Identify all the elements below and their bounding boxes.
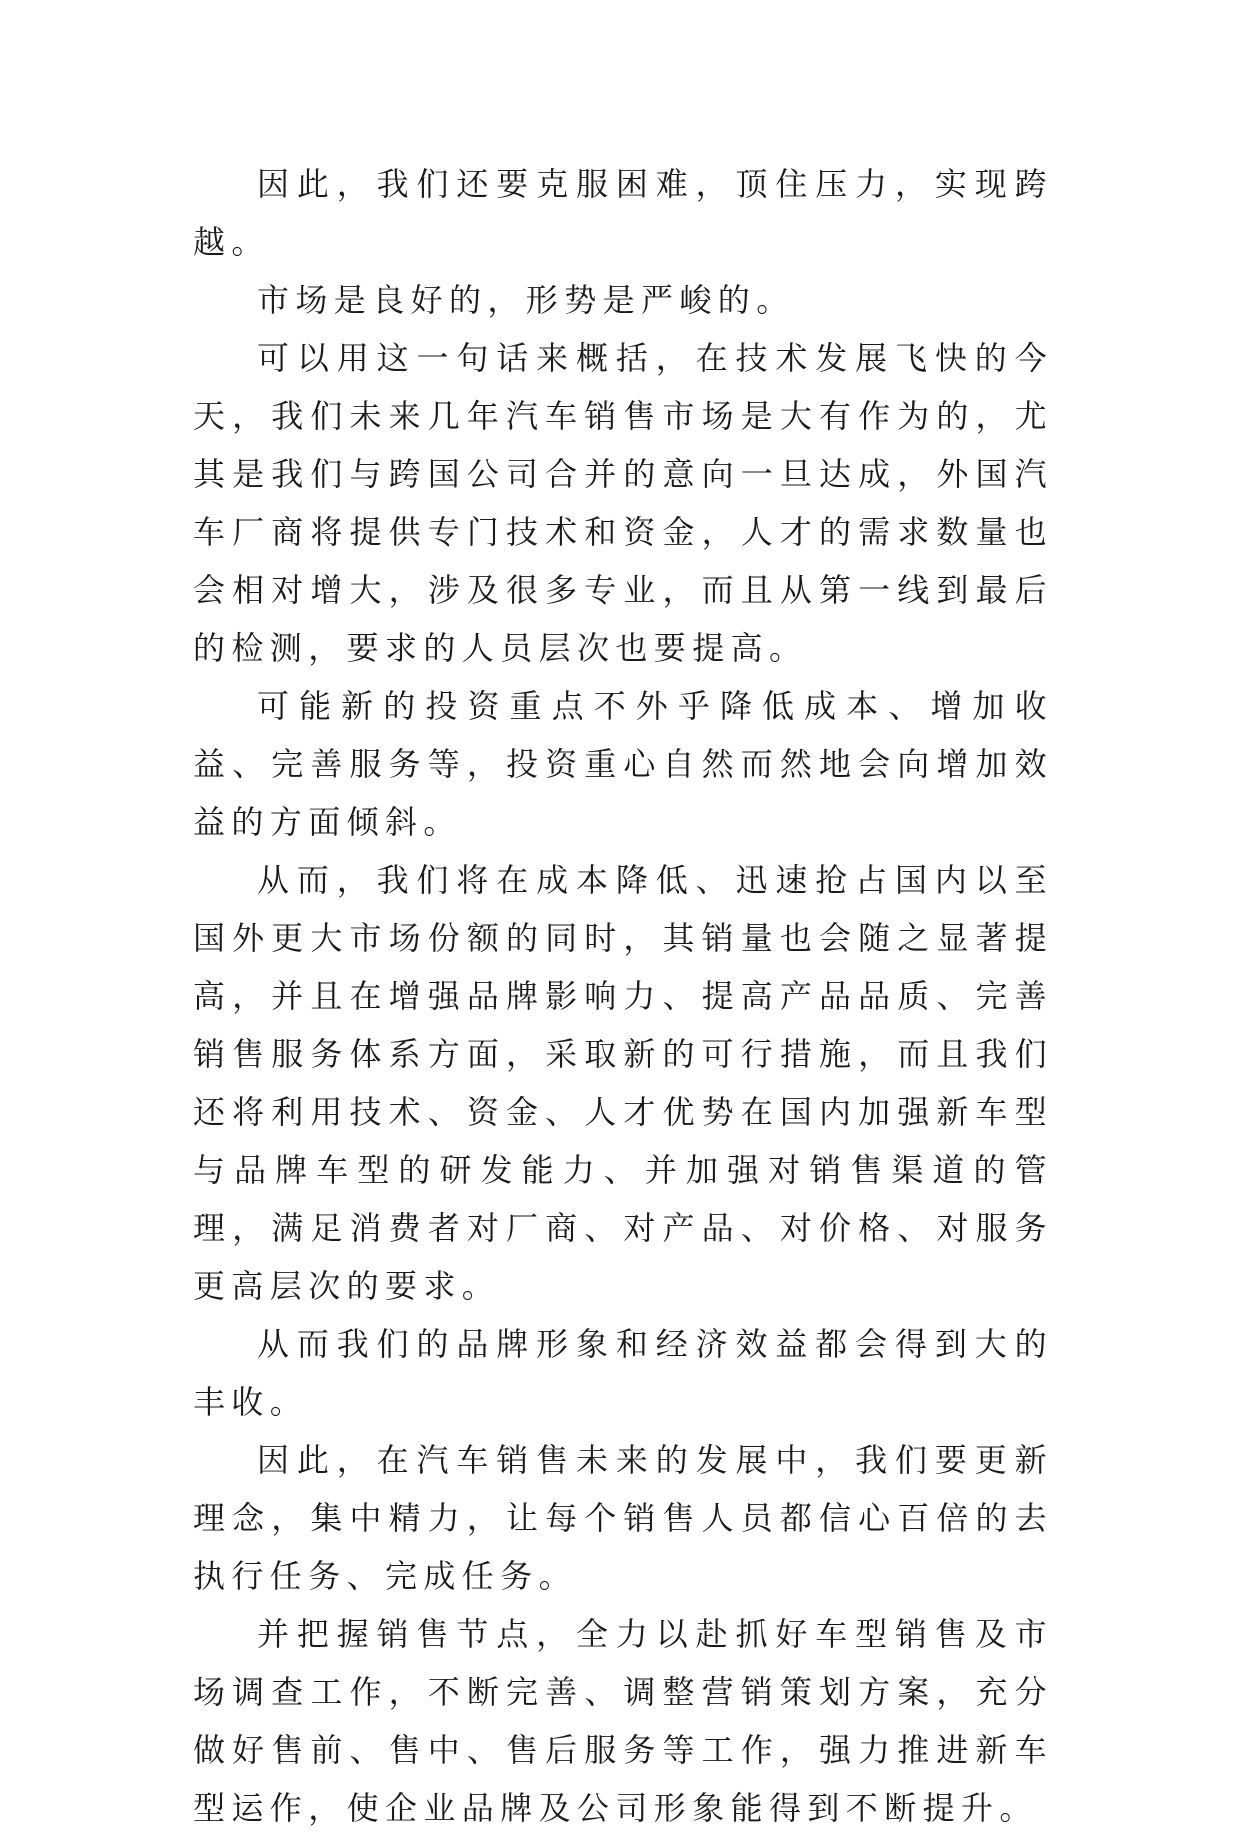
paragraph-1: 因此，我们还要克服困难，顶住压力，实现跨越。 — [193, 165, 1053, 261]
paragraph-7: 因此，在汽车销售未来的发展中，我们要更新理念，集中精力，让每个销售人员都信心百倍的去执行任务、完成任务。 — [193, 1441, 1053, 1595]
paragraph-2: 市场是良好的，形势是严峻的。 — [257, 281, 795, 319]
document-page — [193, 155, 1053, 1837]
paragraph-6: 从而我们的品牌形象和经济效益都会得到大的丰收。 — [193, 1325, 1053, 1421]
paragraph-8: 并把握销售节点，全力以赴抓好车型销售及市场调查工作，不断完善、调整营销策划方案，充分做好售前、售中、售后服务等工作，强力推进新车型运作，使企业品牌及公司形象能得到不断提升。 — [193, 1615, 1053, 1827]
paragraph-3: 可以用这一句话来概括，在技术发展飞快的今天，我们未来几年汽车销售市场是大有作为的，尤其是我们与跨国公司合并的意向一旦达成，外国汽车厂商将提供专门技术和资金，人才的需求数量也会相对增大，涉及很多专业，而且从第一线到最后的检测，要求的人员层次也要提高。 — [193, 339, 1053, 667]
paragraph-4: 可能新的投资重点不外乎降低成本、增加收益、完善服务等，投资重心自然而然地会向增加效益的方面倾斜。 — [193, 687, 1053, 841]
paragraph-5: 从而，我们将在成本降低、迅速抢占国内以至国外更大市场份额的同时，其销量也会随之显著提高，并且在增强品牌影响力、提高产品品质、完善销售服务体系方面，采取新的可行措施，而且我们还将利用技术、资金、人才优势在国内加强新车型与品牌车型的研发能力、并加强对销售渠道的管理，满足消费者对厂商、对产品、对价格、对服务更高层次的要求。 — [193, 861, 1053, 1305]
